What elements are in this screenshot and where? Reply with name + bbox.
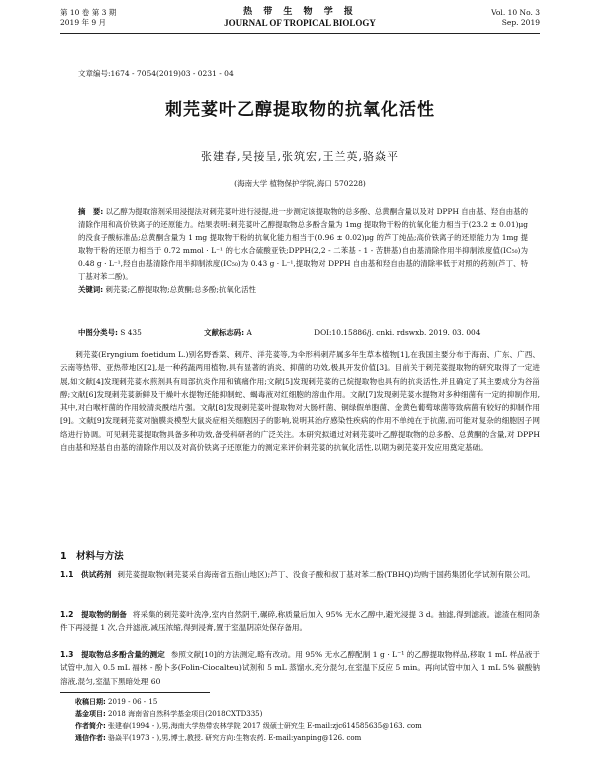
intro-paragraph: 刺芫荽(Eryngium foetidum L.)别名野香菜、刺芹、洋芫荽等,为伞形科刺芹属多年生草本植物[1],在我国主要分布于海南、广东、广西、云南等热带、亚热带地区[2],是一种药蔬两用植物,具有显著的消炎、抑菌的功效,极具开发价值[3]。目前关于刺芫荽提取物的研究取得了一定进展,如文献[4]发现刺芫荽水煎剂具有局部抗炎作用和镇痛作用;文献[5]发现刺芫荽的己烷提取物也具有的抗炎活性,并且确定了其主要成分为谷甾醇;文献[6]发现刺芫荽新鲜及干燥叶水提物还能抑制蛇、蝎毒液对红细胞的溶血作用。文献[7]发现刺芫荽水提物对多种细菌有一定的抑制作用,其中,对白喉杆菌的作用较清炎酰结片强。文献[8]发现刺芫荽叶提取物对大肠杆菌、铜绿假单胞菌、金黄色葡萄球菌等致病菌有较好的抑制作用[9]。文献[9]发现刺芫荽对脑膜炎模型大鼠炎症相关细胞因子的影响,说明其治疗感染性疾病的作用不单纯在于抗菌,而可能对复杂的细胞因子网络进行协调。可见刺芫荽提取物具备多种功效,备受科研者的广泛关注。本研究拟通过对刺芫荽叶乙醇提取物的总多酚、总黄酮的含量,对 DPPH 自由基和羟基自由基的清除作用以及对高价铁离子还原能力的测定来评价刺芫荽的抗氧化活性,以期为刺芫荽开发应用奠定基础。 <box>60 350 540 453</box>
affiliation: (海南大学 植物保护学院,海口 570228) <box>234 179 366 188</box>
clc-number <box>78 328 174 337</box>
subsection-1-3-text: 参照文献[10]的方法测定,略有改动。用 95% 无水乙醇配制 1 g · L⁻¹ 的乙醇提取物样品,移取 1 mL 样品液于试管中,加入 0.5 mL 福林 - 酚卜多(Folin-Ciocalteu)试剂和 5 mL 蒸馏水,充分混匀,在室温下反应 5 min。再向试管中加入 1 mL 5% 碳酸钠溶液,混匀,室温下黑暗处理 60 <box>60 650 540 686</box>
corr-author-label: 通信作者: <box>75 734 106 742</box>
journal-name-cn: 热 带 生 物 学 报 <box>243 7 357 17</box>
footnote-corresponding-author <box>75 732 540 744</box>
footnotes <box>75 696 540 744</box>
keywords-label: 关键词: <box>78 285 104 294</box>
date-cn: 2019 年 9 月 <box>60 18 107 27</box>
abstract <box>78 205 528 296</box>
subsection-1-1-title: 1.1 供试药剂 <box>60 570 112 579</box>
corr-author-text: 骆焱平(1973 - ),男,博士,教授. 研究方向:生物农药. E-mail:yanping@126. com <box>108 734 362 742</box>
subsection-polyphenol-assay <box>60 648 540 688</box>
clc-value: S 435 <box>120 328 142 337</box>
clc-label: 中图分类号: <box>78 328 118 337</box>
subsection-1-2-title: 1.2 提取物的制备 <box>60 610 127 619</box>
abstract-text: 以乙醇为提取溶剂采用浸提法对刺芫荽叶进行浸提,进一步测定该提取物的总多酚、总黄酮含量以及对 DPPH 自由基、羟自由基的清除作用和高价铁离子的还原能力。结果表明:刺芫荽叶乙醇提取物总多酚含量为 1mg 提取物干粉的抗氧化能力相当于(23.2 ± 0.01)μg 的没食子酸标准品;总黄酮含量为 1 mg 提取物干粉的抗氧化能力相当于(0.96 ± 0.02)μg 的芦丁纯品;高价铁离子的还原能力为 1mg 提取物干粉的还原力相当于 0.72 mmol · L⁻¹ 的七水合硫酸亚铁;DPPH(2,2 - 二苯基 - 1 - 苦肼基)自由基清除作用半抑制浓度值(IC₅₀)为 0.48 g · L⁻¹,羟自由基清除作用半抑制浓度(IC₅₀)为 0.43 g · L⁻¹,提取物对 DPPH 自由基和羟自由基的清除率低于对照的药剂(芦丁、特丁基对苯二酚)。 <box>78 207 528 281</box>
document-code <box>204 328 284 337</box>
fund-text: 2018 海南省自然科学基金项目(2018CXTD335) <box>108 710 263 718</box>
subsection-1-3-title: 1.3 提取物总多酚含量的测定 <box>60 650 165 659</box>
article-number: 文章编号:1674 - 7054(2019)03 - 0231 - 04 <box>78 69 234 78</box>
subsection-1-1-text: 刺芫荽提取物(刺芫荽采自海南省五指山地区);芦丁、没食子酸和叔丁基对苯二酚(TBHQ)均购于国药集团化学试剂有限公司。 <box>117 570 536 579</box>
subsection-1-2-text: 将采集的刺芫荽叶洗净,室内自然阴干,碾碎,称质量后加入 95% 无水乙醇中,避光浸提 3 d。抽滤,得到滤液。滤渣在相同条件下再浸提 1 次,合并滤液,减压浓缩,得到浸膏,置于室温阴凉处保存备用。 <box>60 610 541 633</box>
volume-issue-cn: 第 10 卷 第 3 期 <box>60 8 117 17</box>
footnote-first-author <box>75 720 540 732</box>
first-author-label: 作者简介: <box>75 722 106 730</box>
footnote-divider <box>60 692 210 693</box>
first-author-text: 张建春(1994 - ),男,海南大学热带农林学院 2017 级硕士研究生 E-mail:zjc614585635@163. com <box>108 722 422 730</box>
doc-code-label: 文献标志码: <box>204 328 245 337</box>
volume-issue-en: Vol. 10 No. 3 <box>491 8 540 17</box>
doi[interactable]: DOI:10.15886/j. cnki. rdswxb. 2019. 03. 004 <box>314 328 481 337</box>
running-header-right <box>491 8 540 28</box>
journal-name-en: JOURNAL OF TROPICAL BIOLOGY <box>224 18 376 28</box>
section-heading-materials-methods: 1 材料与方法 <box>60 551 124 562</box>
authors: 张建春,吴接呈,张筑宏,王兰英,骆焱平 <box>201 150 399 163</box>
footnote-received <box>75 696 540 708</box>
date-en: Sep. 2019 <box>501 18 540 27</box>
journal-name <box>60 7 540 29</box>
keywords-text: 刺芫荽;乙醇提取物;总黄酮;总多酚;抗氧化活性 <box>105 285 256 294</box>
received-label: 收稿日期: <box>75 698 106 706</box>
abstract-label: 摘 要: <box>78 207 104 216</box>
footnote-fund <box>75 708 540 720</box>
fund-label: 基金项目: <box>75 710 106 718</box>
subsection-extract-preparation <box>60 608 540 635</box>
doc-code-value: A <box>246 328 252 337</box>
paper-title: 刺芫荽叶乙醇提取物的抗氧化活性 <box>165 100 435 120</box>
running-header <box>60 7 540 34</box>
received-date: 2019 - 06 - 15 <box>108 698 158 706</box>
introduction <box>60 348 540 454</box>
classification-row <box>78 327 548 338</box>
subsection-reagents <box>60 568 540 581</box>
